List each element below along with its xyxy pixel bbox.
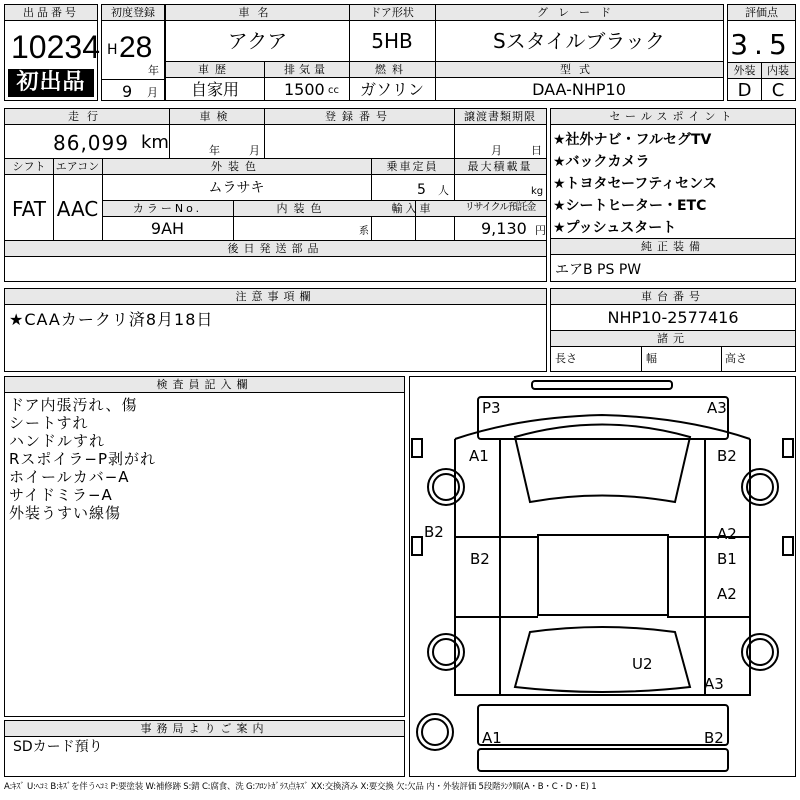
- rear-bumper: [478, 749, 728, 771]
- car-diagram: [410, 377, 795, 776]
- length-label: 長さ: [555, 352, 577, 365]
- inspector-note-line: サイドミラ−A: [9, 486, 113, 504]
- era-letter: H: [107, 42, 118, 58]
- recycle-fee: 9,130: [481, 219, 527, 238]
- door-type-label: ドア形状: [370, 6, 414, 19]
- interior-grade: C: [771, 80, 785, 101]
- office-note: SDカード預り: [13, 739, 103, 755]
- registration-year: 28: [119, 31, 153, 64]
- fuel-label: 燃料: [375, 63, 409, 76]
- recycle-label: リサイクル預託金: [464, 202, 536, 213]
- damage-mark-a2-right-2: A2: [717, 585, 737, 603]
- shift: FAT: [11, 197, 46, 221]
- front-bumper-top: [532, 381, 672, 389]
- mileage-label: 走行: [68, 110, 106, 123]
- max-load-label: 最大積載量: [467, 160, 533, 173]
- second-info-box: [165, 61, 724, 101]
- vehicle-detail-box: [4, 158, 547, 241]
- km-unit: km: [141, 132, 169, 153]
- roof: [538, 535, 668, 615]
- score-box: [727, 4, 796, 101]
- damage-mark-b2-left-door: B2: [470, 550, 490, 568]
- genuine-equipment-box: [550, 238, 796, 282]
- office-label: 事務局よりご案内: [5, 721, 404, 737]
- ext-color-label: 外装色: [211, 160, 262, 173]
- grade: Sスタイルブラック: [493, 29, 665, 53]
- car-name: アクア: [227, 29, 288, 53]
- car-diagram-box: [409, 376, 796, 777]
- damage-mark-b2-side: B2: [424, 523, 444, 541]
- damage-mark-a3-top: A3: [707, 399, 727, 417]
- specs-label: 諸元: [551, 331, 795, 347]
- year-unit: 年: [148, 64, 159, 77]
- rear-window: [515, 627, 690, 692]
- color-no-label: カラーNo.: [132, 202, 203, 215]
- genuine-equipment-label: 純正装備: [551, 239, 795, 255]
- transfer-day-unit: 日: [531, 144, 542, 157]
- later-parts-label: 後日発送部品: [5, 241, 546, 257]
- system-suffix: 系: [359, 226, 369, 237]
- person-unit: 人: [438, 184, 449, 197]
- sales-points-label: セールスポイント: [551, 109, 795, 125]
- notes-box: [4, 288, 547, 372]
- overall-score: 3.5: [730, 28, 793, 61]
- rear-panel: [478, 705, 728, 745]
- damage-mark-b1-right: B1: [717, 550, 737, 568]
- chassis-box: [550, 288, 796, 372]
- sales-point-item: ★バックカメラ: [553, 154, 650, 170]
- office-box: [4, 720, 405, 777]
- damage-mark-b2-front-right: B2: [717, 447, 737, 465]
- sales-point-item: ★プッシュスタート: [553, 220, 677, 236]
- inspector-notes: [9, 396, 156, 522]
- month-unit: 月: [147, 86, 158, 99]
- car-name-label: 車名: [238, 6, 277, 19]
- damage-mark-a2-right-1: A2: [717, 525, 737, 543]
- genuine-equipment: エアB PS PW: [555, 262, 642, 278]
- cc-unit: cc: [328, 85, 339, 96]
- height-label: 高さ: [725, 352, 747, 365]
- inspector-note-line: ドア内張汚れ、傷: [9, 396, 138, 414]
- interior-grade-label: 内装: [767, 64, 789, 77]
- windshield: [515, 425, 690, 503]
- damage-mark-a1-bottom: A1: [482, 729, 502, 747]
- lot-number-box: [4, 4, 98, 101]
- damage-mark-p3: P3: [482, 399, 501, 417]
- inspector-box: [4, 376, 405, 717]
- lot-number-label: 出品番号: [5, 5, 97, 21]
- inspection-label: 車検: [199, 110, 234, 123]
- damage-mark-a3-back-right: A3: [704, 675, 724, 693]
- model-code: DAA-NHP10: [532, 80, 626, 99]
- exterior-grade-label: 外装: [733, 64, 756, 77]
- capacity-label: 乗車定員: [386, 160, 439, 173]
- fuel: ガソリン: [359, 80, 424, 99]
- inspector-label: 検査員記入欄: [5, 377, 404, 393]
- inspector-note-line: ハンドルすれ: [9, 432, 106, 450]
- history-label: 車歴: [198, 63, 232, 76]
- transfer-month-unit: 月: [491, 144, 502, 157]
- sales-points-list: [553, 129, 793, 239]
- displacement-label: 排気量: [284, 63, 329, 76]
- lot-number: 10234: [11, 29, 100, 65]
- sales-point-item: ★トヨタセーフティセンス: [553, 176, 717, 192]
- damage-mark-a1-front-left: A1: [469, 447, 489, 465]
- inspector-note-line: Rスポイラ−P剥がれ: [9, 450, 157, 468]
- later-parts-box: [4, 240, 547, 282]
- inspection-year-unit: 年: [209, 144, 220, 157]
- registration-month: 9: [122, 82, 133, 101]
- top-info-box: [165, 4, 724, 62]
- door-type: 5HB: [371, 29, 413, 53]
- yen-unit: 円: [535, 224, 546, 237]
- aircon: AAC: [56, 197, 99, 221]
- kg-unit: kg: [531, 186, 544, 197]
- color-no: 9AH: [150, 219, 185, 238]
- shift-label: シフト: [12, 160, 46, 173]
- chassis-number: NHP10-2577416: [607, 308, 739, 327]
- reg-number-label: 登録番号: [325, 110, 393, 123]
- score-label: 評価点: [728, 5, 795, 21]
- transfer-deadline-label: 譲渡書類期限: [464, 110, 536, 123]
- chassis-label: 車台番号: [551, 289, 795, 305]
- model-code-label: 型式: [560, 63, 598, 76]
- front-panel: [478, 397, 728, 439]
- notes-label: 注意事項欄: [5, 289, 546, 305]
- displacement: 1500: [284, 80, 325, 99]
- inspector-note-line: シートすれ: [9, 414, 89, 432]
- mileage: 86,099: [53, 131, 129, 155]
- first-registration-box: [101, 4, 165, 101]
- sales-point-item: ★シートヒーター・ETC: [553, 198, 707, 214]
- int-color-label: 内装色: [276, 202, 328, 215]
- mileage-box: [4, 108, 547, 159]
- inspector-note-line: 外装うすい線傷: [9, 504, 122, 522]
- damage-mark-u2: U2: [632, 655, 653, 673]
- history: 自家用: [190, 80, 239, 99]
- inspection-month-unit: 月: [249, 144, 260, 157]
- grade-label: グレード: [537, 6, 621, 19]
- import-label: 輸入車: [391, 202, 434, 215]
- damage-legend: A:ｷｽﾞ U:ﾍｺﾐ B:ｷｽﾞを伴うﾍｺﾐ P:要塗装 W:補修跡 S:錆 C:腐食、洗 G:ﾌﾛﾝﾄｶﾞﾗｽ点ｷｽﾞ XX:交換済み X:要交換 欠:欠品 内・外装評価 5段階ﾗﾝｸ順(A・B・C・D・E) 1: [4, 782, 597, 792]
- sales-point-item: ★社外ナビ・フルセグTV: [553, 132, 712, 148]
- first-listing-badge: 初出品: [8, 69, 94, 97]
- aircon-label: エアコン: [55, 160, 100, 173]
- damage-mark-b2-bottom: B2: [704, 729, 724, 747]
- sales-points-box: [550, 108, 796, 239]
- width-label: 幅: [646, 352, 657, 365]
- capacity: 5: [417, 182, 426, 198]
- exterior-grade: D: [737, 80, 752, 101]
- ext-color: ムラサキ: [208, 180, 265, 196]
- notes-text: ★CAAカークリ済8月18日: [9, 310, 214, 329]
- first-registration-label: 初度登録: [102, 5, 164, 21]
- inspector-note-line: ホイールカバ−A: [9, 468, 130, 486]
